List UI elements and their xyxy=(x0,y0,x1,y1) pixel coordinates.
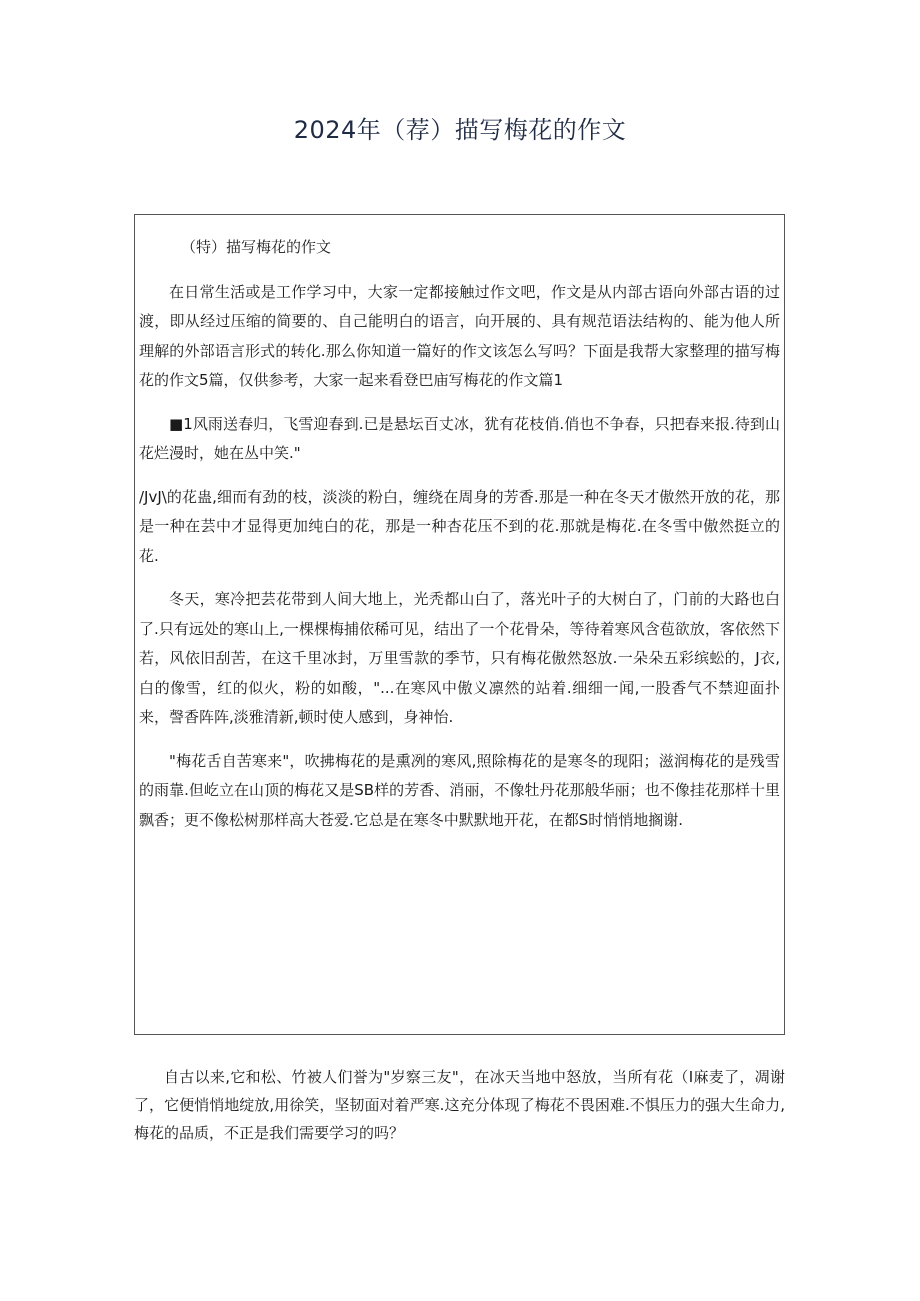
paragraph-poem: ■1风雨送春归，飞雪迎春到.已是悬坛百丈冰，犹有花枝俏.俏也不争春，只把春来报.待到山花烂漫时，她在丛中笑." xyxy=(139,414,780,462)
after-box-section xyxy=(134,1063,785,1147)
paragraph-cold-wind: "梅花舌自苦寒来"，吹拂梅花的是熏冽的寒风,照除梅花的是寒冬的现阳；滋润梅花的是残雪的雨靠.但屹立在山顶的梅花又是SB样的芳香、消丽，不像牡丹花那般华丽；也不像挂花那样十里飘香；更不像松树那样高大苍爱.它总是在寒冬中默默地开花，在都S时悄悄地搁谢. xyxy=(139,751,780,829)
subtitle: （特）描写梅花的作文 xyxy=(181,238,332,256)
bordered-text-box xyxy=(134,214,785,1035)
paragraph-three-friends: 自古以来,它和松、竹被人们誉为"岁察三友"，在冰天当地中怒放，当所有花（I麻麦了，凋谢了，它便悄悄地绽放,用徐笑，坚韧面对着严寒.这充分体现了梅花不畏困难.不惧压力的强大生命力,梅花的品质，不正是我们需要学习的吗？ xyxy=(134,1068,785,1142)
page-title: 2024年（荐）描写梅花的作文 xyxy=(293,116,627,144)
paragraph-intro: 在日常生活或是工作学习中，大家一定都接触过作文吧，作文是从内部古语向外部古语的过渡，即从经过压缩的简要的、自己能明白的语言，向开展的、具有规范语法结构的、能为他人所理解的外部语言形式的转化.那么你知道一篇好的作文该怎么写吗？下面是我帮大家整理的描写梅花的作文5篇，仅供参考，大家一起来看登巴庙写梅花的作文篇1 xyxy=(139,282,780,389)
paragraph-winter: 冬天，寒冷把芸花带到人间大地上，光秃都山白了，落光叶子的大树白了，门前的大路也白了.只有远处的寒山上,一棵棵梅捕依稀可见，结出了一个花骨朵，等待着寒风含苞欲放，客依然下若，风依旧刮苦，在这千里冰封，万里雪款的季节，只有梅花傲然怒放.一朵朵五彩缤蚣的，J衣,白的像雪，红的似火，粉的如酸，"...在寒风中傲义凛然的站着.细细一闻,一股香气不禁迎面扑来，謦香阵阵,淡雅清新,顿时使人感到，身神怡. xyxy=(139,590,780,726)
paragraph-flower: /JvJ\的花蛊,细而有劲的枝，淡淡的粉白，缠绕在周身的芳香.那是一种在冬天才傲然开放的花，那是一种在芸中才显得更加纯白的花，那是一种杏花压不到的花.那就是梅花.在冬雪中傲然挺立的花. xyxy=(139,487,780,565)
box-content xyxy=(139,233,780,835)
